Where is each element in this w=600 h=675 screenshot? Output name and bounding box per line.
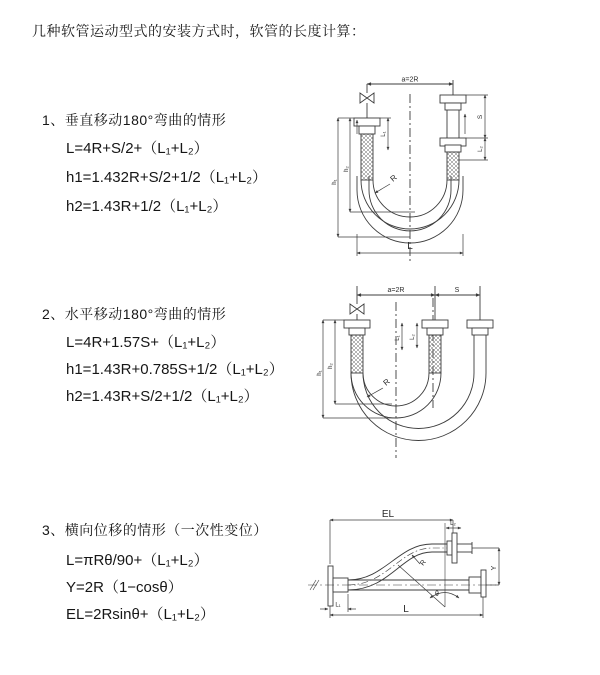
hose-braid-right: [447, 152, 459, 180]
right-flange-plate: [481, 570, 486, 597]
dim-l1-label: L₁: [381, 131, 387, 137]
section-3-formula-L: L=πRθ/90+（L₁+L₂）: [66, 552, 209, 569]
radius-label: R: [419, 558, 428, 568]
upper-flange-plate: [452, 533, 457, 563]
hose-braid-middle: [429, 335, 441, 373]
dim-a-label: a=2R: [401, 76, 419, 84]
section-1-formula-h1: h1=1.432R+S/2+1/2（L₁+L₂）: [66, 169, 268, 186]
hose-braid-left: [351, 335, 363, 373]
dim-l-label: L: [407, 241, 413, 252]
dim-l-label: L: [403, 604, 409, 615]
section-3-formula-EL: EL=2Rsinθ+（L₁+L₂）: [66, 606, 215, 623]
radius-label: R: [381, 376, 392, 388]
section-2-heading: 2、水平移动180°弯曲的情形: [42, 306, 227, 322]
section-1-formula-L: L=4R+S/2+（L₁+L₂）: [66, 140, 209, 157]
hose-arc-pos2: [351, 373, 486, 441]
dim-l1-label: L₁: [395, 335, 401, 341]
left-flange: [344, 320, 370, 328]
valve-icon: [360, 93, 374, 103]
dim-a-label: a=2R: [387, 287, 405, 294]
diagram-lateral-displacement: [300, 498, 600, 653]
middle-flange: [422, 320, 448, 328]
dim-y-label: Y: [491, 565, 498, 571]
valve-icon: [350, 304, 364, 314]
radius-line: [398, 565, 445, 607]
section-2-formula-h2: h2=1.43R+S/2+1/2（L₁+L₂）: [66, 388, 259, 405]
right-flange-upper: [440, 95, 466, 103]
dim-s-label: S: [477, 114, 484, 120]
hose-braid-left: [361, 134, 373, 180]
dim-s-label: S: [454, 287, 460, 294]
dim-l1-label: L₁: [335, 602, 341, 609]
section-3-formula-Y: Y=2R（1−cosθ）: [66, 579, 183, 596]
diagram-horizontal-180-bend: [310, 278, 600, 463]
section-1-formula-h2: h2=1.43R+1/2（L₁+L₂）: [66, 198, 228, 215]
dim-l2-label: L₂: [450, 521, 456, 527]
dim-h1-label: h₁: [332, 179, 338, 185]
dim-h2-label: h₂: [344, 166, 350, 172]
diagram-vertical-180-bend: [330, 72, 600, 267]
hose-curve-top: [348, 544, 447, 580]
section-3-heading: 3、横向位移的情形（一次性变位）: [42, 522, 268, 538]
dim-l2-label: L₂: [410, 334, 416, 340]
right-flange: [467, 320, 493, 328]
radius-label: R: [388, 172, 399, 184]
angle-theta-label: θ: [435, 591, 439, 598]
section-1-heading: 1、垂直移动180°弯曲的情形: [42, 112, 227, 128]
radius-leader: [375, 184, 390, 193]
page-title: 几种软管运动型式的安装方式时，软管的长度计算：: [32, 23, 366, 39]
dim-el-label: EL: [381, 509, 395, 520]
dim-h2-label: h₂: [328, 363, 334, 369]
left-flange-plate: [354, 118, 380, 126]
left-flange-plate: [328, 566, 333, 606]
section-2-formula-L: L=4R+1.57S+（L₁+L₂）: [66, 334, 226, 351]
dim-l2-label: L₂: [478, 146, 484, 152]
section-2-formula-h1: h1=1.43R+0.785S+1/2（L₁+L₂）: [66, 361, 284, 378]
dim-h1-label: h₁: [317, 370, 323, 376]
